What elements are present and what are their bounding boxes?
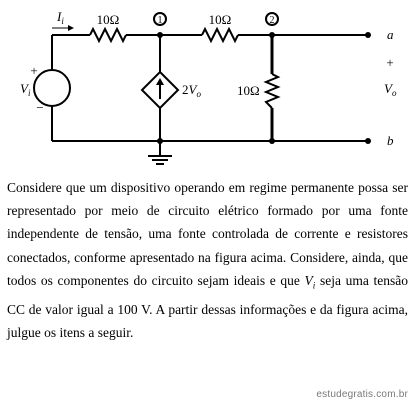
- junction-node-1: [157, 32, 163, 38]
- junction-bottom-2: [269, 138, 275, 144]
- junction-bottom-1: [157, 138, 163, 144]
- problem-paragraph: [7, 176, 408, 344]
- current-arrowhead-icon: [156, 78, 164, 85]
- resistor-2-label: 10Ω: [208, 12, 232, 27]
- terminal-a-dot: [365, 32, 371, 38]
- circuit-diagram: [0, 0, 413, 170]
- problem-statement: [7, 176, 408, 344]
- dependent-source-label: $2V_o$: [182, 82, 201, 99]
- source-plus: +: [30, 63, 38, 78]
- node-1-label: 1: [157, 15, 163, 26]
- output-voltage-label: $V_o$: [384, 81, 397, 98]
- ground-icon: [148, 156, 172, 164]
- resistor-2: [202, 29, 238, 41]
- resistor-1: [90, 29, 126, 41]
- paragraph-part-2: seja uma tensão CC de valor igual a 100 V. A partir dessas informações e da figura acima, julgue os itens a seguir.: [7, 272, 408, 340]
- site-watermark: estudegratis.com.br: [316, 389, 408, 400]
- paragraph-variable: $V_i$: [304, 272, 316, 291]
- output-plus: +: [386, 55, 394, 70]
- current-direction-arrowhead-icon: [68, 25, 74, 31]
- resistor-3-label: 10Ω: [237, 83, 260, 98]
- current-label: $I_i$: [57, 9, 64, 26]
- resistor-1-label: 10Ω: [96, 12, 120, 27]
- terminal-b-dot: [365, 138, 371, 144]
- resistor-3: [266, 74, 278, 108]
- paragraph-part-1: Considere que um dispositivo operando em regime permanente possa ser representado por meio de circuito elétrico formado por uma fonte independente de tensão, uma fonte controlada de corrente e resistores conectados, conforme apresentado na figura acima. Considere, ainda, que todos os componentes do circuito sejam ideais e que: [7, 180, 408, 288]
- junction-node-2: [269, 32, 275, 38]
- terminal-b-label: b: [387, 133, 394, 148]
- terminal-a-label: a: [387, 27, 394, 42]
- node-2-label: 2: [269, 15, 275, 26]
- source-minus: −: [36, 100, 44, 115]
- source-voltage-label: $V_i$: [20, 81, 31, 98]
